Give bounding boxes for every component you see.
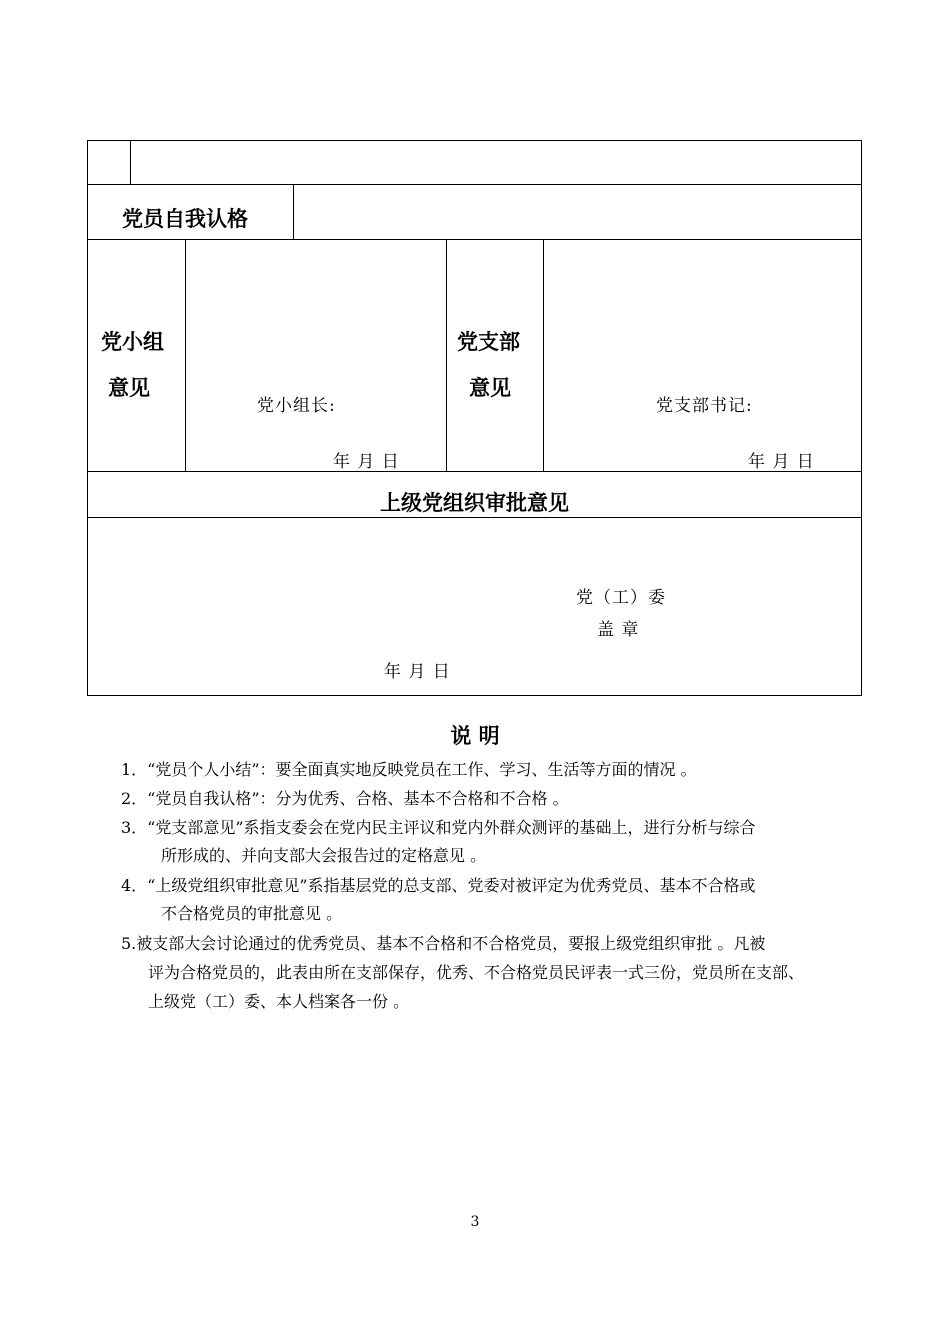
note-item-2: 2．“党员自我认格”：分为优秀、合格、基本不合格和不合格 。 [121,789,569,808]
superior-date: 年 月 日 [384,662,451,682]
group-label-divider [185,239,186,471]
note-item-4: 4．“上级党组织审批意见”系指基层党的总支部、党委对被评定为优秀党员、基本不合格或 [121,876,756,895]
row1-divider [130,141,131,184]
seal-label: 盖 章 [597,620,640,640]
note-item-3-cont: 所形成的、并向支部大会报告过的定格意见 。 [161,846,487,865]
note-item-5-cont1: 评为合格党员的，此表由所在支部保存，优秀、不合格党员民评表一式三份，党员所在支部、 [148,963,805,982]
self-rating-value-cell[interactable] [294,185,861,239]
note-item-4-cont: 不合格党员的审批意见 。 [161,904,343,923]
branch-secretary-signature-label: 党支部书记: [656,396,753,416]
group-date: 年 月 日 [333,452,400,472]
note-item-1: 1．“党员个人小结”：要全面真实地反映党员在工作、学习、生活等方面的情况 。 [121,760,697,779]
notes-title: 说 明 [450,724,500,748]
page-number: 3 [470,1214,480,1230]
superior-approval-title: 上级党组织审批意见 [380,491,569,515]
note-item-5: 5.被支部大会讨论通过的优秀党员、基本不合格和不合格党员，要报上级党组织审批 。凡被 [121,934,766,953]
branch-date: 年 月 日 [748,452,815,472]
row2-bottom-border [88,239,861,240]
row3-bottom-border [88,471,861,472]
group-content-divider [446,239,447,471]
group-opinion-label-line2: 意见 [108,376,150,400]
branch-label-divider [543,239,544,471]
group-opinion-label-line1: 党小组 [101,330,164,354]
self-rating-label: 党员自我认格 [122,207,248,231]
branch-opinion-label-line1: 党支部 [457,330,520,354]
branch-opinion-label-line2: 意见 [469,376,511,400]
group-leader-signature-label: 党小组长: [257,396,336,416]
evaluation-form-table [87,140,862,696]
note-item-3: 3．“党支部意见”系指支委会在党内民主评议和党内外群众测评的基础上，进行分析与综合 [121,818,756,837]
note-item-5-cont2: 上级党（工）委、本人档案各一份 。 [148,992,410,1011]
row4-bottom-border [88,517,861,518]
committee-label: 党（工）委 [576,588,666,608]
